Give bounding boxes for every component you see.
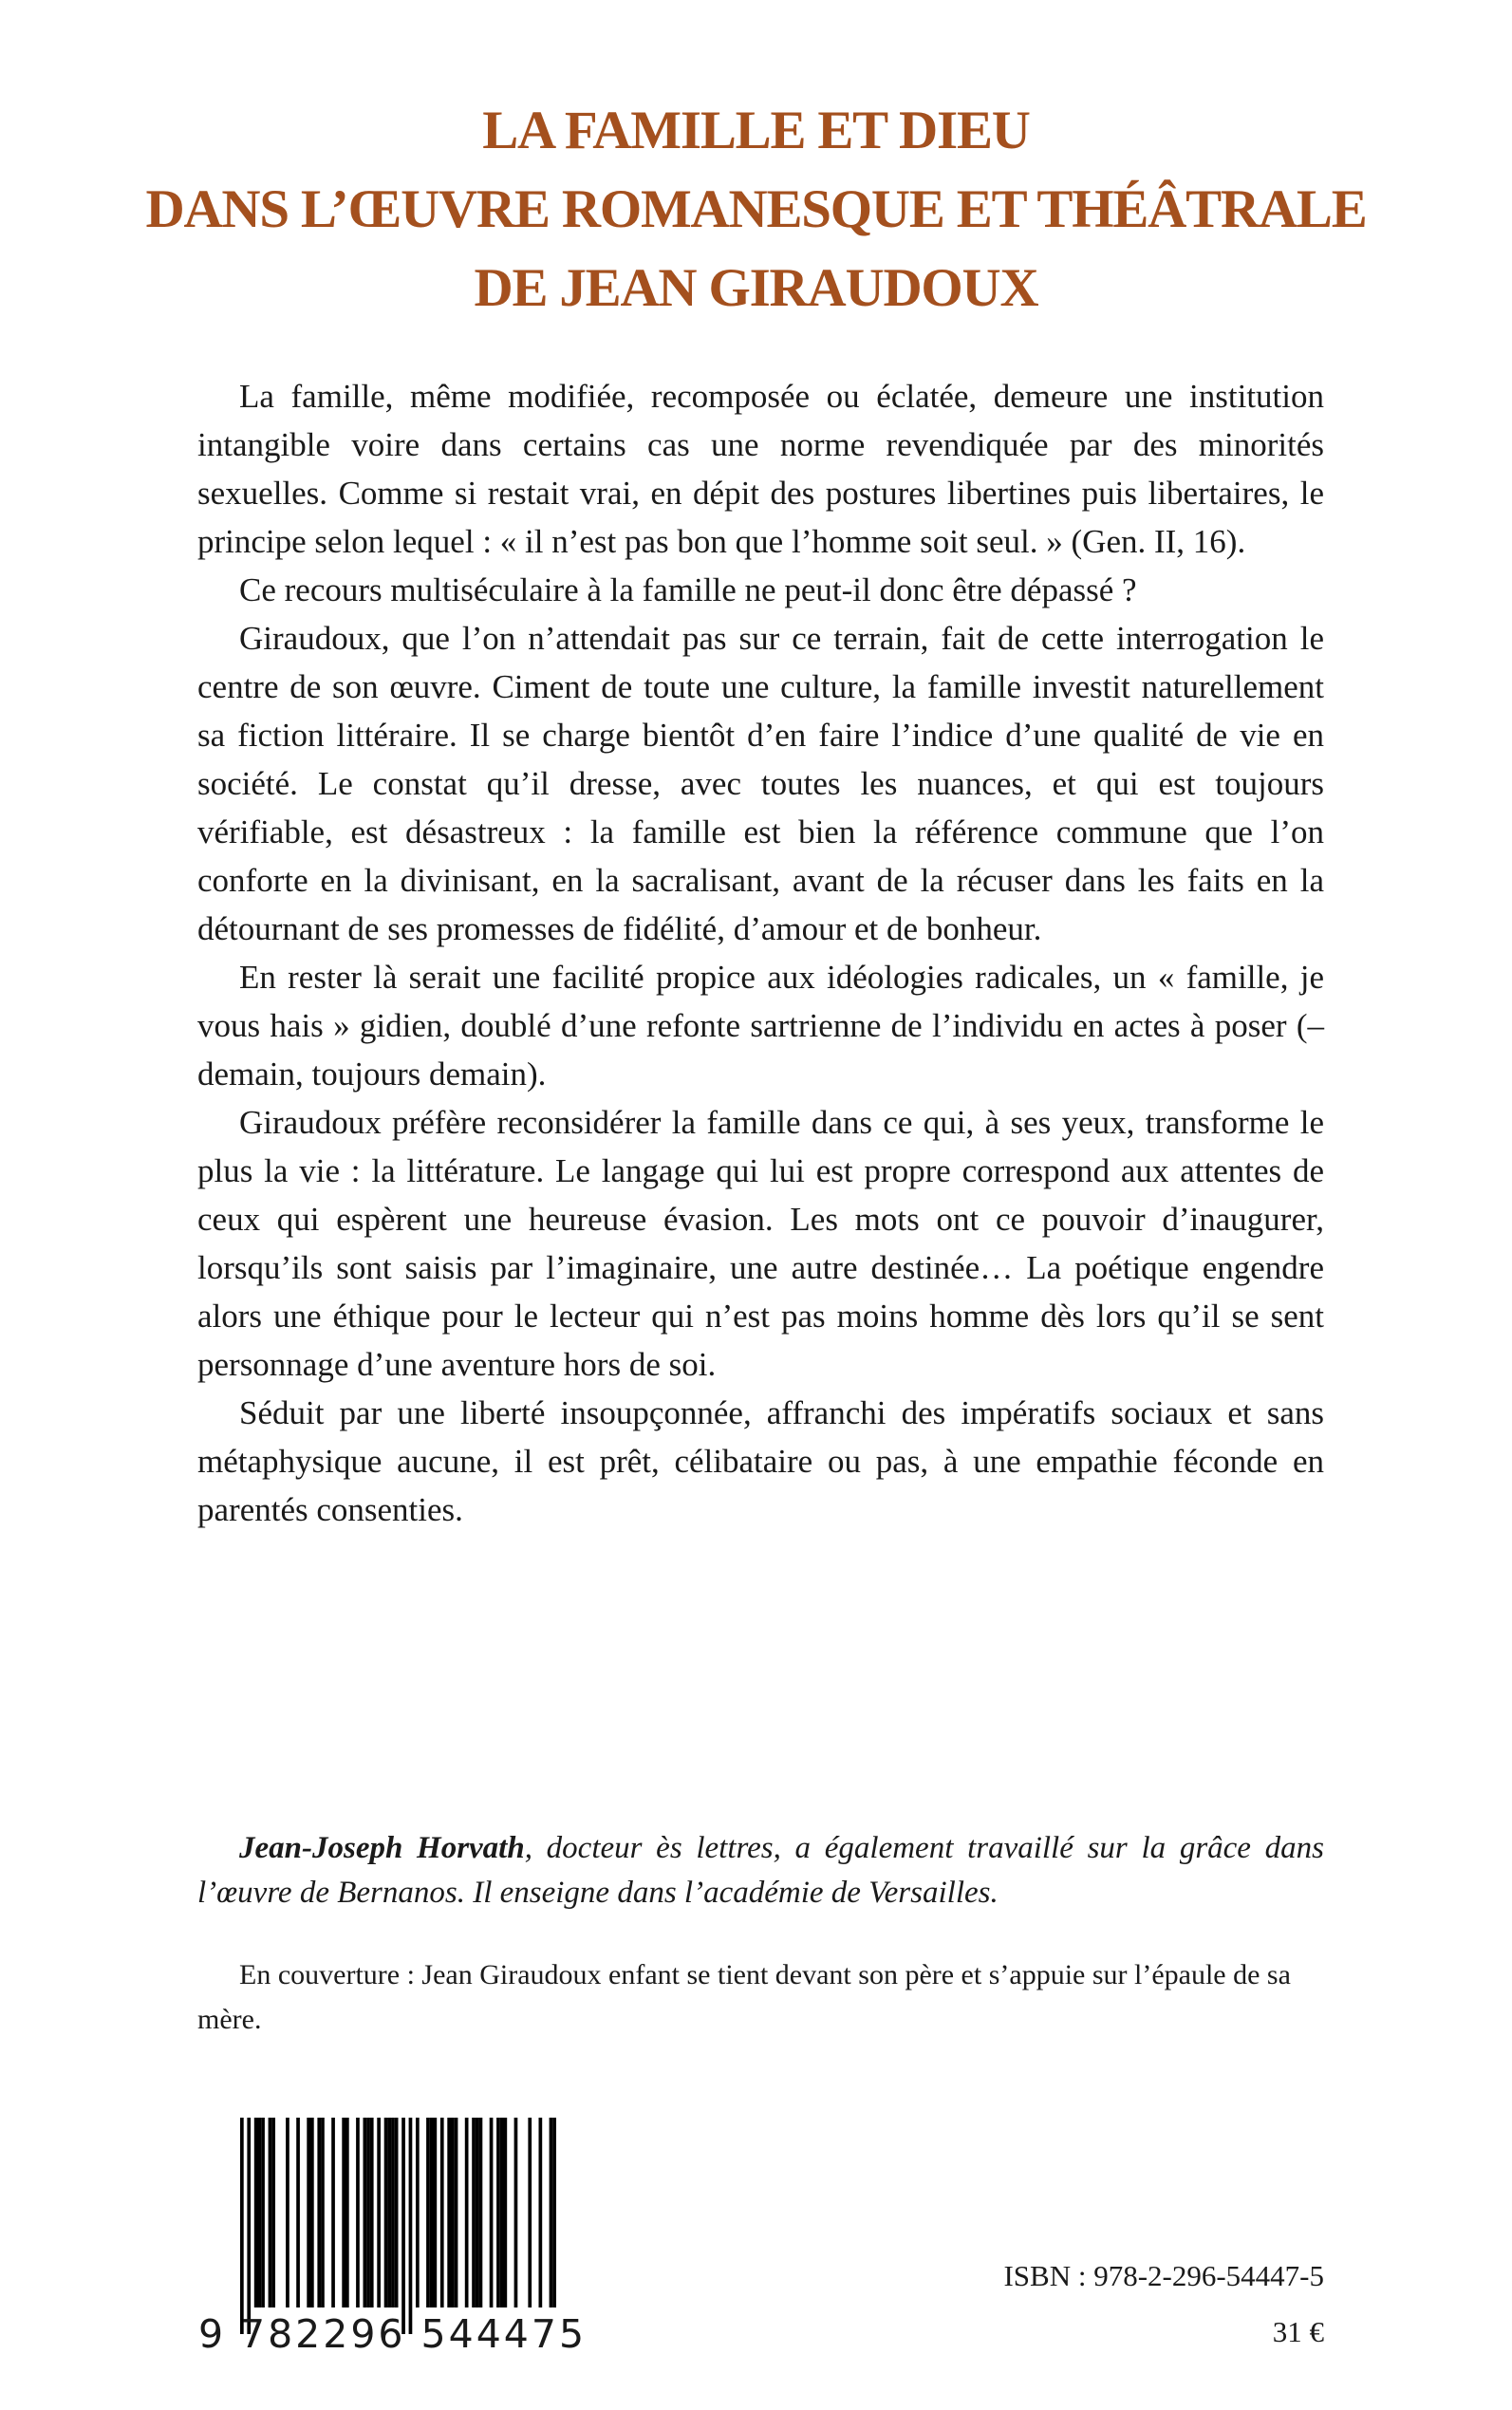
barcode-bar — [440, 2118, 444, 2307]
blurb-paragraph-1: La famille, même modifiée, recomposée ou éclatée, demeure une institution intangible voire dans certains cas une norme revendiquée par des minorités sexuelles. Comme si restait vrai, en dépit des postures libertines puis libertaires, le principe selon lequel : « il n’est pas bon que l’homme soit seul. » (Gen. II, 16). — [197, 378, 1324, 560]
barcode-bar — [370, 2118, 374, 2307]
barcode-bar — [310, 2118, 314, 2307]
barcode-bar — [384, 2118, 388, 2307]
author-bio — [197, 1826, 1324, 1915]
barcode-bar — [451, 2118, 455, 2307]
blurb-paragraph-4: En rester là serait une facilité propice aux idéologies radicales, un « famille, je vous hais » gidien, doublé d’une refonte sartrienne de l’individu en actes à poser (– demain, toujours demain). — [197, 959, 1324, 1093]
barcode-bar — [261, 2118, 265, 2307]
barcode-bar — [331, 2118, 335, 2307]
barcode-bar — [434, 2118, 438, 2307]
barcode-bar — [317, 2118, 321, 2307]
barcode-bar — [416, 2118, 420, 2307]
barcode-bar — [366, 2118, 370, 2307]
barcode — [198, 2118, 588, 2372]
barcode-bar — [269, 2118, 272, 2307]
barcode-bar — [296, 2118, 300, 2307]
barcode-bar — [472, 2118, 476, 2307]
barcode-bar — [240, 2118, 244, 2334]
barcode-bar — [426, 2118, 430, 2307]
blurb — [197, 372, 1324, 1534]
barcode-bar — [479, 2118, 483, 2307]
author-name: Jean-Joseph Horvath — [239, 1831, 525, 1865]
barcode-bar — [409, 2118, 413, 2334]
barcode-bar — [550, 2118, 553, 2307]
blurb-paragraph-2: Ce recours multiséculaire à la famille ne peut-il donc être dépassé ? — [239, 571, 1137, 608]
barcode-bar — [496, 2118, 500, 2307]
barcode-bar — [345, 2118, 349, 2307]
barcode-bar — [455, 2118, 458, 2307]
title-line-1: LA FAMILLE ET DIEU — [482, 101, 1030, 160]
barcode-bar — [286, 2118, 289, 2307]
title-line-2: DANS L’ŒUVRE ROMANESQUE ET THÉÂTRALE — [145, 179, 1367, 239]
barcode-bar — [476, 2118, 479, 2307]
barcode-bar — [552, 2118, 556, 2307]
barcode-bar — [356, 2118, 360, 2307]
book-title — [0, 91, 1512, 327]
barcode-bar — [307, 2118, 310, 2307]
barcode-bar — [387, 2118, 391, 2307]
barcode-bar — [391, 2118, 395, 2307]
price: 31 € — [1272, 2315, 1324, 2348]
barcode-bar — [447, 2118, 451, 2307]
barcode-bar — [528, 2118, 532, 2307]
isbn: ISBN : 978-2-296-54447-5 — [1003, 2259, 1324, 2292]
title-line-3: DE JEAN GIRAUDOUX — [474, 258, 1038, 318]
barcode-bar — [247, 2118, 251, 2334]
barcode-bar — [430, 2118, 434, 2307]
barcode-bar — [321, 2118, 325, 2307]
barcode-bar — [271, 2118, 275, 2307]
barcode-bar — [377, 2118, 381, 2307]
barcode-bar — [490, 2118, 494, 2307]
barcode-first-digit: 9 — [198, 2311, 227, 2357]
barcode-bar — [258, 2118, 262, 2307]
barcode-bar — [364, 2118, 367, 2307]
barcode-bar — [254, 2118, 258, 2307]
blurb-paragraph-3: Giraudoux, que l’on n’attendait pas sur ce terrain, fait de cette interrogation le centre de son œuvre. Ciment de toute une culture, la famille investit naturellement sa fiction littéraire. Il se charge bientôt d’en faire l’indice d’une qualité de vie en société. Le constat qu’il dresse, avec toutes les nuances, et qui est toujours vérifiable, est désastreux : la famille est bien la référence commune que l’on conforte en la divinisant, en la sacralisant, avant de la récuser dans les faits en la détournant de ses promesses de fidélité, d’amour et de bonheur. — [197, 620, 1324, 947]
author-bio-text: , docteur ès lettres, a également travaillé sur la grâce dans l’œuvre de Bernanos. Il enseigne dans l’académie de Versailles. — [197, 1831, 1324, 1910]
barcode-bar — [504, 2118, 508, 2307]
barcode-bar — [342, 2118, 345, 2307]
barcode-bar — [500, 2118, 504, 2307]
barcode-bar — [401, 2118, 405, 2334]
barcode-bar — [465, 2118, 469, 2307]
cover-note: En couverture : Jean Giraudoux enfant se tient devant son père et s’appuie sur l’épaule de sa mère. — [197, 1959, 1291, 2035]
barcode-bar — [395, 2118, 399, 2307]
blurb-paragraph-5: Giraudoux préfère reconsidérer la famille dans ce qui, à ses yeux, transforme le plus la vie : la littérature. Le langage qui lui est propre correspond aux attentes de ceux qui espèrent une heureuse évasion. Les mots ont ce pouvoir d’inaugurer, lorsqu’ils sont saisis par l’imaginaire, une autre destinée… La poétique engendre alors une éthique pour le lecteur qui n’est pas moins homme dès lors qu’il se sent personnage d’une aventure hors de soi. — [197, 1104, 1324, 1383]
blurb-paragraph-6: Séduit par une liberté insoupçonnée, affranchi des impératifs sociaux et sans métaphysique aucune, il est prêt, célibataire ou pas, à une empathie féconde en parentés consenties. — [197, 1394, 1324, 1528]
barcode-bar — [539, 2118, 543, 2307]
barcode-number: 782296 544475 — [240, 2311, 588, 2357]
barcode-bar — [514, 2118, 518, 2307]
